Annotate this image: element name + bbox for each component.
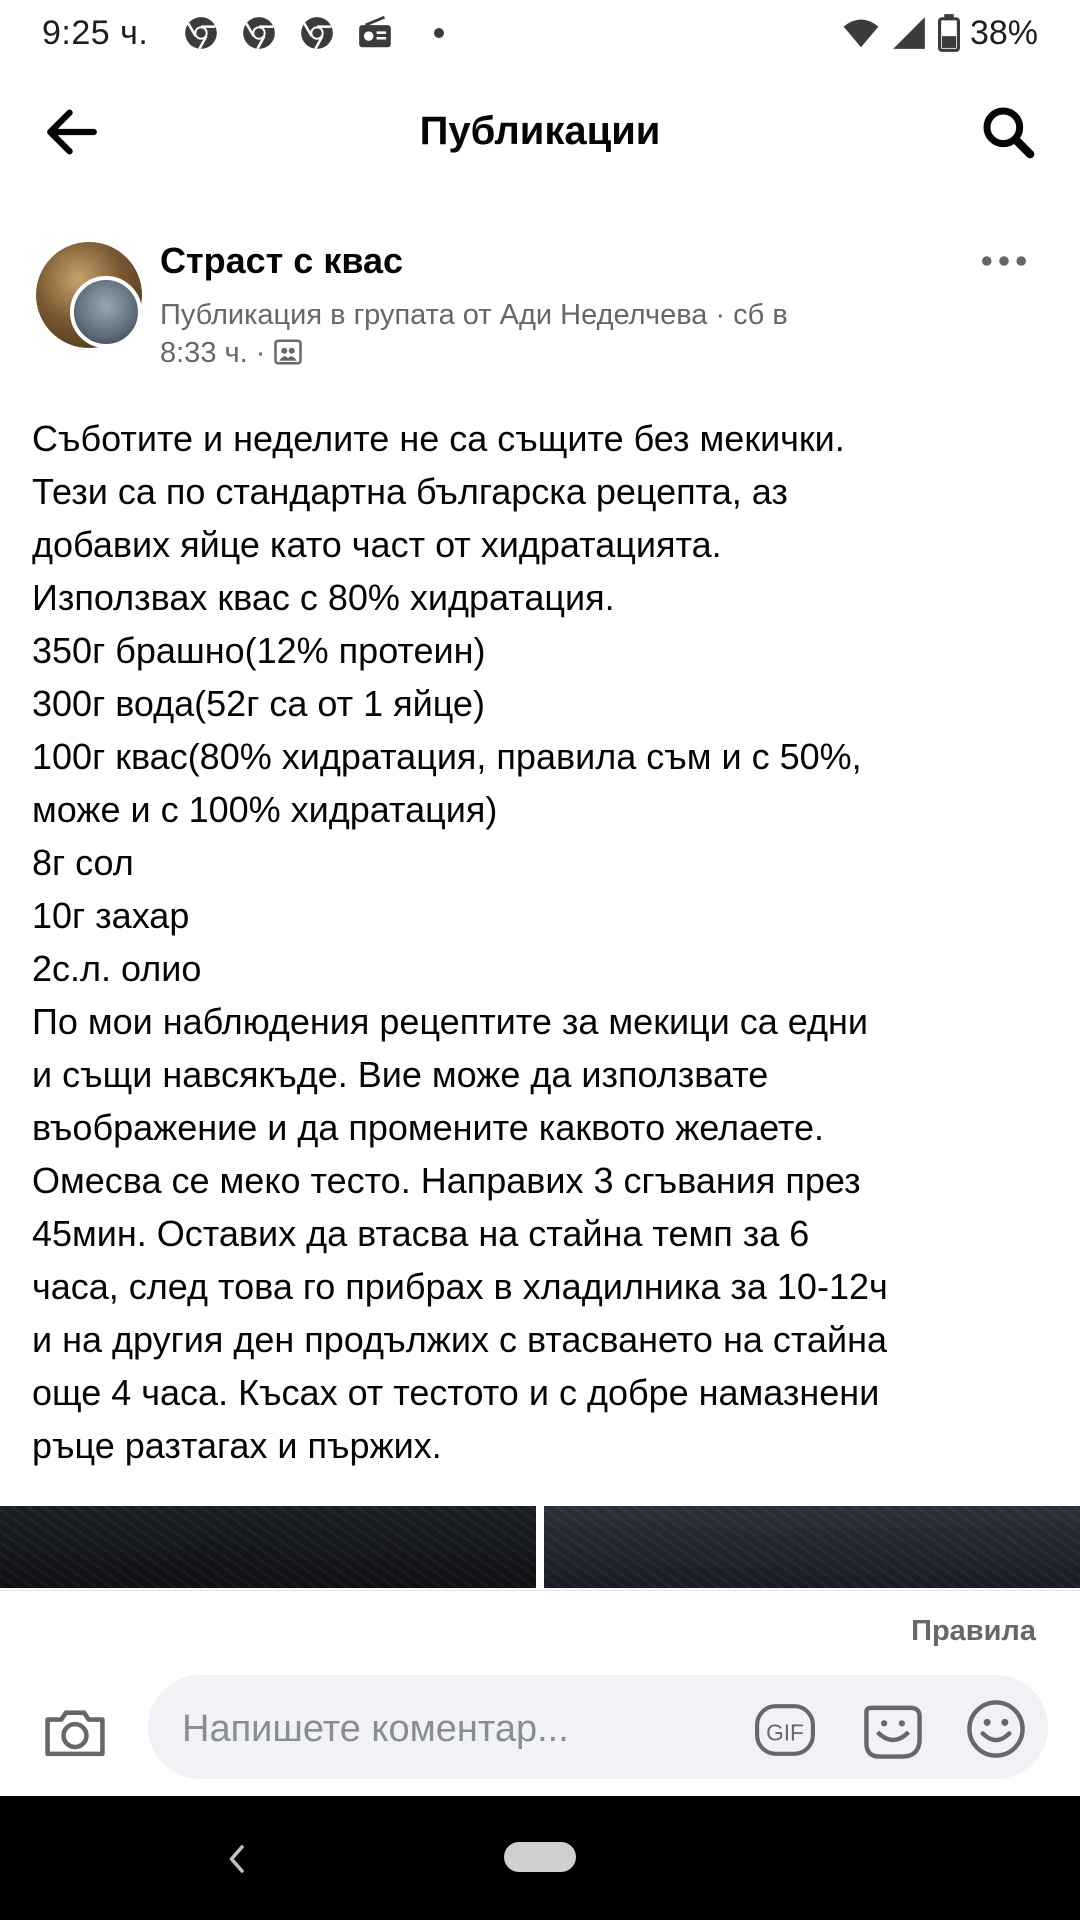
post-photos: [0, 1506, 1080, 1588]
post-text-line: още 4 часа. Късах от тестото и с добре намазнени: [32, 1372, 880, 1413]
post-text-line: може и с 100% хидратация): [32, 789, 498, 830]
post-text-line: 45мин. Оставих да втасва на стайна темп за 6: [32, 1213, 810, 1254]
signal-icon: [890, 14, 928, 52]
post-text-line: ръце разтагах и пържих.: [32, 1425, 442, 1466]
emoji-button[interactable]: [964, 1697, 1028, 1761]
post-text-line: 10г захар: [32, 895, 190, 936]
post-meta: [160, 296, 940, 372]
group-name[interactable]: Страст с квас: [160, 240, 404, 281]
post-text-line: добавих яйце като част от хидратацията.: [32, 524, 722, 565]
post-text-line: часа, след това го прибрах в хладилника за 10-12ч: [32, 1266, 888, 1307]
battery-percentage: 38%: [969, 13, 1038, 52]
app-header: [0, 66, 1080, 196]
post-text-line: Съботите и неделите не са същите без мекички.: [32, 418, 845, 459]
post-text-line: 8г сол: [32, 842, 134, 883]
rules-link[interactable]: Правила: [911, 1615, 1036, 1647]
dot-icon: [434, 28, 444, 38]
more-dots-icon: [981, 255, 1027, 267]
home-pill-icon[interactable]: [504, 1842, 576, 1872]
post-text-line: 350г брашно(12% протеин): [32, 630, 486, 671]
gif-icon: [754, 1703, 816, 1757]
post-meta-line2: 8:33 ч. ·: [160, 337, 266, 369]
wifi-icon: [842, 14, 880, 52]
more-options-button[interactable]: [976, 246, 1032, 276]
post-text-line: 2с.л. олио: [32, 948, 202, 989]
nav-back-button[interactable]: [216, 1834, 256, 1884]
post-photo[interactable]: [0, 1506, 536, 1588]
post-text-line: Тези са по стандартна българска рецепта, аз: [32, 471, 788, 512]
post-text-line: Омесва се меко тесто. Направих 3 сгъвания през: [32, 1160, 861, 1201]
status-time: 9:25 ч.: [42, 13, 149, 52]
post-text-line: Използвах квас с 80% хидратация.: [32, 577, 615, 618]
chrome-icon: [240, 14, 278, 52]
nav-back-icon: [227, 1844, 245, 1874]
svg-text:GIF: GIF: [766, 1719, 804, 1746]
post-photo[interactable]: [544, 1506, 1080, 1588]
status-bar: [0, 0, 1080, 66]
system-icons: [842, 14, 1038, 53]
chrome-icon: [182, 14, 220, 52]
group-privacy-icon: [273, 337, 303, 367]
search-icon: [980, 104, 1036, 160]
search-button[interactable]: [976, 100, 1040, 164]
author-avatar[interactable]: [70, 276, 142, 348]
post-header: [0, 232, 1080, 382]
post-text-line: и същи навсякъде. Вие може да използвате: [32, 1054, 769, 1095]
gif-button[interactable]: [754, 1701, 816, 1759]
sticker-button[interactable]: [860, 1697, 926, 1763]
post-text-line: 300г вода(52г са от 1 яйце): [32, 683, 485, 724]
system-nav-bar: [0, 1796, 1080, 1920]
post-text-line: По мои наблюдения рецептите за мекици са едни: [32, 1001, 869, 1042]
emoji-icon: [965, 1698, 1027, 1760]
comment-placeholder: Напишете коментар...: [182, 1708, 569, 1750]
post-meta-line1: Публикация в групата от Ади Неделчева · сб в: [160, 299, 788, 331]
camera-icon: [43, 1703, 107, 1759]
post-text: [32, 412, 1052, 1472]
back-button[interactable]: [40, 100, 104, 164]
radio-icon: [356, 14, 394, 52]
sticker-icon: [862, 1699, 924, 1761]
comment-area: [0, 1590, 1080, 1796]
post-text-line: въображение и да промените каквото желаете.: [32, 1107, 825, 1148]
post-text-line: 100г квас(80% хидратация, правила съм и с 50%,: [32, 736, 862, 777]
notification-icons: [182, 14, 444, 52]
chrome-icon: [298, 14, 336, 52]
camera-button[interactable]: [40, 1699, 110, 1763]
page-title: Публикации: [419, 108, 661, 153]
battery-icon: [938, 14, 960, 52]
back-arrow-icon: [43, 103, 101, 161]
post-text-line: и на другия ден продължих с втасването на стайна: [32, 1319, 887, 1360]
